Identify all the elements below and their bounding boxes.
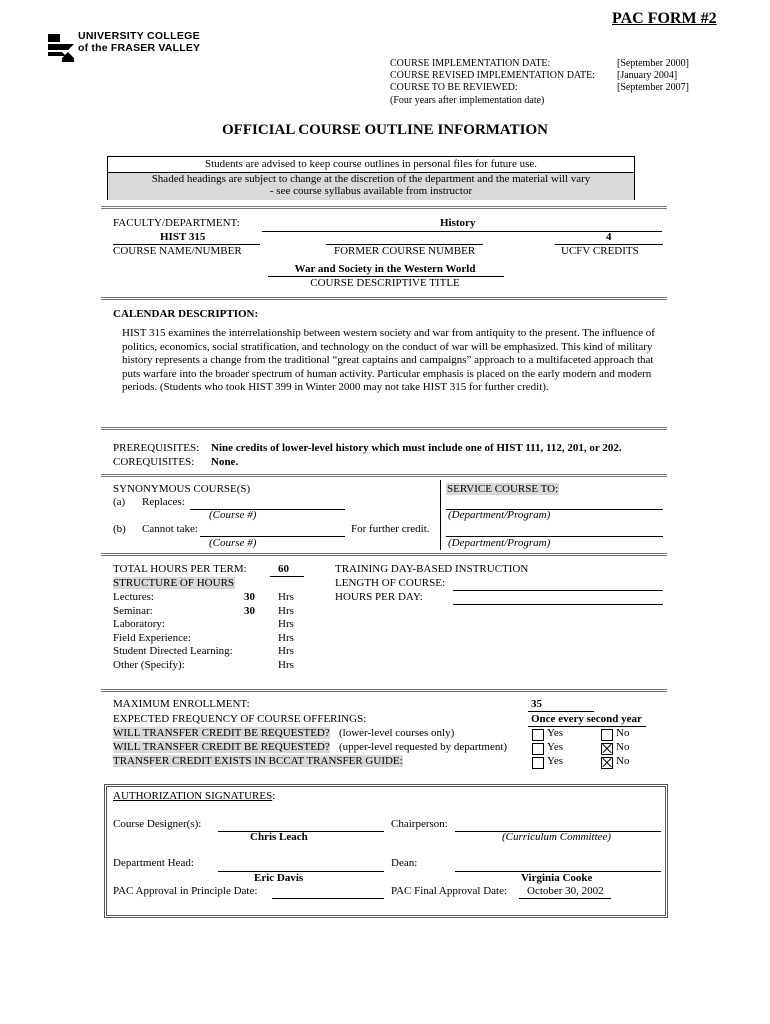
hours-row xyxy=(113,632,313,646)
max-enrollment-value: 35 xyxy=(531,698,542,710)
replaces-item-label: (a) xyxy=(113,496,126,508)
review-value: [September 2007] xyxy=(617,82,689,93)
pac-final-date: October 30, 2002 xyxy=(527,885,604,897)
q1-no-checkbox[interactable] xyxy=(601,729,613,741)
frequency-value: Once every second year xyxy=(531,713,642,725)
faculty-value: History xyxy=(440,217,476,229)
hours-row-unit: Hrs xyxy=(278,631,294,644)
yes-label: Yes xyxy=(547,755,564,767)
ucfv-logo xyxy=(44,30,199,66)
vertical-divider xyxy=(440,480,441,550)
hours-row-unit: Hrs xyxy=(278,658,294,671)
page-title: OFFICIAL COURSE OUTLINE INFORMATION xyxy=(221,122,548,138)
logo-text-line-1: UNIVERSITY COLLEGE xyxy=(78,30,200,42)
hours-row xyxy=(113,618,313,632)
no-label: No xyxy=(616,727,630,739)
notice-box xyxy=(107,156,635,200)
former-number-label: FORMER COURSE NUMBER xyxy=(334,245,476,257)
prereq-label: PREREQUISITES: xyxy=(113,442,200,454)
hours-row-value: 30 xyxy=(244,604,255,617)
divider xyxy=(101,427,667,430)
transfer-q1-note: (lower-level courses only) xyxy=(339,727,455,739)
total-hours-underline xyxy=(270,576,304,577)
q2-no-checkbox-checked[interactable] xyxy=(601,743,613,755)
prereq-value: Nine credits of lower-level history which must include one of HIST 111, 112, 201, or 202. xyxy=(211,442,622,454)
notice-line-3: - see course syllabus available from instructor xyxy=(269,185,473,197)
q3-no-checkbox-checked[interactable] xyxy=(601,757,613,769)
transfer-q2-note: (upper-level requested by department) xyxy=(339,741,508,753)
max-enrollment-label: MAXIMUM ENROLLMENT: xyxy=(113,698,250,710)
review-label: COURSE TO BE REVIEWED: xyxy=(390,82,518,93)
pac-principle-date-line[interactable] xyxy=(272,898,384,899)
faculty-label: FACULTY/DEPARTMENT: xyxy=(113,217,240,229)
chair-note: (Curriculum Committee) xyxy=(502,831,612,843)
synonymous-heading: SYNONYMOUS COURSE(S) xyxy=(113,483,251,495)
hours-row-unit: Hrs xyxy=(278,645,294,657)
coreq-label: COREQUISITES: xyxy=(113,456,195,468)
form-title: PAC FORM #2 xyxy=(612,10,717,27)
hours-row xyxy=(113,645,313,659)
course-title-label: COURSE DESCRIPTIVE TITLE xyxy=(310,277,460,289)
faculty-underline xyxy=(262,231,662,232)
coreq-value: None. xyxy=(211,456,239,468)
logo-text-line-2: of the FRASER VALLEY xyxy=(78,42,201,54)
divider xyxy=(101,474,667,477)
review-note: (Four years after implementation date) xyxy=(390,95,545,106)
signatures-heading-colon: : xyxy=(272,790,276,802)
notice-shaded-area xyxy=(108,172,634,200)
course-title-value: War and Society in the Western World xyxy=(294,263,476,275)
frequency-label: EXPECTED FREQUENCY OF COURSE OFFERINGS: xyxy=(113,713,367,725)
hours-per-day-field[interactable] xyxy=(453,604,663,605)
hours-row-label: Other (Specify): xyxy=(113,658,185,671)
hours-row-label: Student Directed Learning: xyxy=(113,645,233,657)
dean-label: Dean: xyxy=(391,857,418,869)
hours-row-unit: Hrs xyxy=(278,604,294,617)
hours-row-label: Laboratory: xyxy=(113,618,165,630)
hours-row xyxy=(113,605,313,619)
q1-yes-checkbox[interactable] xyxy=(532,729,544,741)
further-credit-label: For further credit. xyxy=(351,523,430,535)
service-course-heading: SERVICE COURSE TO: xyxy=(447,483,559,495)
pac-final-label: PAC Final Approval Date: xyxy=(391,885,508,897)
no-label: No xyxy=(616,755,630,767)
divider xyxy=(101,206,667,209)
course-number-value: HIST 315 xyxy=(160,231,206,243)
course-length-field[interactable] xyxy=(453,590,663,591)
impl-date-label: COURSE IMPLEMENTATION DATE: xyxy=(390,58,551,69)
training-heading: TRAINING DAY-BASED INSTRUCTION xyxy=(335,563,529,575)
credits-value: 4 xyxy=(606,231,612,243)
calendar-heading: CALENDAR DESCRIPTION: xyxy=(113,308,259,320)
total-hours-label: TOTAL HOURS PER TERM: xyxy=(113,563,247,575)
dean-name: Virginia Cooke xyxy=(521,872,593,884)
transfer-q2-label: WILL TRANSFER CREDIT BE REQUESTED? xyxy=(113,741,330,753)
divider xyxy=(101,689,667,692)
hours-row xyxy=(113,659,313,673)
head-label: Department Head: xyxy=(113,857,194,869)
structure-heading: STRUCTURE OF HOURS xyxy=(113,577,235,589)
course-number-label: COURSE NAME/NUMBER xyxy=(113,245,242,257)
no-label: No xyxy=(616,741,630,753)
department-hint: (Department/Program) xyxy=(448,537,551,549)
credits-label: UCFV CREDITS xyxy=(561,245,639,257)
hours-row-label: Lectures: xyxy=(113,591,154,603)
impl-date-value: [September 2000] xyxy=(617,58,689,69)
revised-date-value: [January 2004] xyxy=(617,70,678,81)
divider xyxy=(101,553,667,556)
divider xyxy=(101,297,667,300)
chair-label: Chairperson: xyxy=(391,818,448,830)
transfer-q1-label: WILL TRANSFER CREDIT BE REQUESTED? xyxy=(113,727,330,739)
hours-row-label: Field Experience: xyxy=(113,631,191,644)
hours-row-unit: Hrs xyxy=(278,591,294,603)
logo-mark-icon xyxy=(44,30,76,66)
cannot-take-item-label: (b) xyxy=(113,523,126,535)
total-hours-value: 60 xyxy=(278,563,289,575)
head-name: Eric Davis xyxy=(254,872,304,884)
hours-row-label: Seminar: xyxy=(113,604,153,617)
notice-line-2: Shaded headings are subject to change at the discretion of the department and the material will vary xyxy=(151,173,591,185)
revised-date-label: COURSE REVISED IMPLEMENTATION DATE: xyxy=(390,70,596,81)
q2-yes-checkbox[interactable] xyxy=(532,743,544,755)
max-enrollment-underline xyxy=(528,711,594,712)
course-length-label: LENGTH OF COURSE: xyxy=(335,577,446,589)
hours-per-day-label: HOURS PER DAY: xyxy=(335,591,423,603)
course-hint: (Course #) xyxy=(209,537,257,549)
yes-label: Yes xyxy=(547,727,564,739)
yes-label: Yes xyxy=(547,741,564,753)
hours-rows xyxy=(113,591,313,672)
signatures-heading-text: AUTHORIZATION SIGNATURES xyxy=(113,790,273,802)
signatures-heading xyxy=(113,790,275,802)
q3-yes-checkbox[interactable] xyxy=(532,757,544,769)
designer-name: Chris Leach xyxy=(250,831,308,843)
hours-row-unit: Hrs xyxy=(278,618,294,630)
transfer-q3-label: TRANSFER CREDIT EXISTS IN BCCAT TRANSFER GUIDE: xyxy=(113,755,403,767)
pac-final-date-line[interactable] xyxy=(519,898,611,899)
department-hint: (Department/Program) xyxy=(448,509,551,521)
cannot-take-label: Cannot take: xyxy=(142,523,198,535)
notice-line-1: Students are advised to keep course outlines in personal files for future use. xyxy=(204,158,538,170)
calendar-description: HIST 315 examines the interrelationship between western society and war from antiquity to the present. The influence of politics, economics, social stratification, and technology on the conduct of war will be emphasized. This kind of military history represents a change from the traditional “great captains and campaigns” approach to a multifaceted approach that puts warfare into the broader spectrum of human activity. Particular emphasis is placed on the early modern and modern periods. (Students who took HIST 399 in Winter 2000 may not take HIST 315 for further credit). xyxy=(122,327,655,393)
hours-row-value: 30 xyxy=(244,591,255,603)
course-hint: (Course #) xyxy=(209,509,257,521)
designer-label: Course Designer(s): xyxy=(113,818,202,830)
hours-row xyxy=(113,591,313,605)
pac-principle-label: PAC Approval in Principle Date: xyxy=(113,885,258,897)
replaces-label: Replaces: xyxy=(142,496,185,508)
